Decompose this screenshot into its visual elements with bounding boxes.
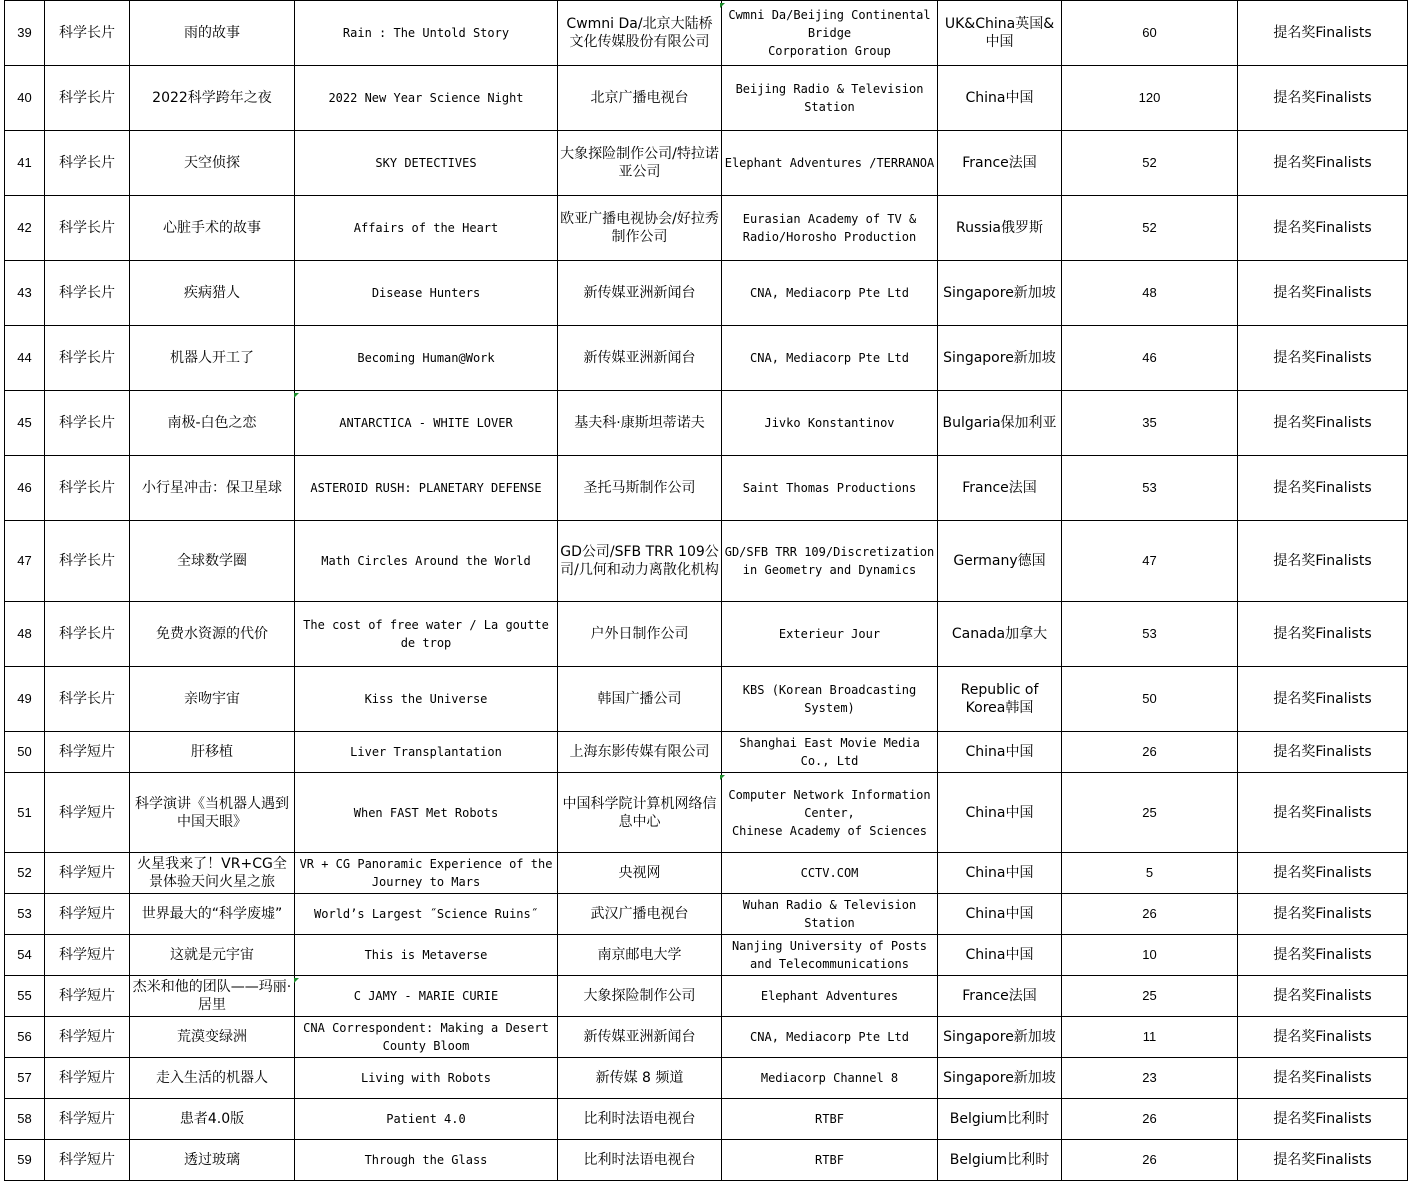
cell-duration[interactable]: 52	[1062, 196, 1238, 261]
cell-title-en[interactable]: SKY DETECTIVES	[295, 131, 558, 196]
cell-org-cn[interactable]: 新传媒 8 频道	[558, 1058, 722, 1099]
cell-country[interactable]: Germany德国	[938, 521, 1062, 602]
cell-title-en[interactable]: Liver Transplantation	[295, 732, 558, 773]
table-body	[5, 1, 1408, 1181]
cell-title-cn[interactable]: 荒漠变绿洲	[130, 1017, 295, 1058]
cell-award[interactable]: 提名奖Finalists	[1238, 261, 1408, 326]
table-row	[5, 66, 1408, 131]
cell-org-cn[interactable]: Cwmni Da/北京大陆桥文化传媒股份有限公司	[558, 1, 722, 66]
comment-indicator	[720, 3, 725, 8]
cell-org-en[interactable]: Elephant Adventures /TERRANOA	[722, 131, 938, 196]
cell-org-en[interactable]: GD/SFB TRR 109/Discretization in Geometry and Dynamics	[722, 521, 938, 602]
cell-title-en[interactable]: World’s Largest ˝Science Ruins˝	[295, 894, 558, 935]
cell-title-en[interactable]: Affairs of the Heart	[295, 196, 558, 261]
cell-category[interactable]: 科学长片	[45, 521, 130, 602]
cell-org-cn[interactable]: 南京邮电大学	[558, 935, 722, 976]
table-row	[5, 521, 1408, 602]
cell-award[interactable]: 提名奖Finalists	[1238, 935, 1408, 976]
cell-duration[interactable]: 26	[1062, 894, 1238, 935]
cell-duration[interactable]: 23	[1062, 1058, 1238, 1099]
cell-title-en[interactable]: Kiss the Universe	[295, 667, 558, 732]
cell-duration[interactable]: 53	[1062, 602, 1238, 667]
cell-award[interactable]: 提名奖Finalists	[1238, 976, 1408, 1017]
cell-number[interactable]: 56	[5, 1017, 45, 1058]
cell-org-en[interactable]: CCTV.COM	[722, 853, 938, 894]
cell-country[interactable]: Singapore新加坡	[938, 1017, 1062, 1058]
cell-title-en[interactable]: Disease Hunters	[295, 261, 558, 326]
cell-award[interactable]: 提名奖Finalists	[1238, 732, 1408, 773]
comment-indicator	[294, 978, 299, 983]
cell-award[interactable]: 提名奖Finalists	[1238, 196, 1408, 261]
cell-country[interactable]: Russia俄罗斯	[938, 196, 1062, 261]
cell-org-cn[interactable]: 户外日制作公司	[558, 602, 722, 667]
cell-title-en[interactable]: Math Circles Around the World	[295, 521, 558, 602]
cell-org-en[interactable]: CNA, Mediacorp Pte Ltd	[722, 1017, 938, 1058]
cell-country[interactable]: Singapore新加坡	[938, 261, 1062, 326]
cell-duration[interactable]: 50	[1062, 667, 1238, 732]
cell-number[interactable]: 42	[5, 196, 45, 261]
cell-category[interactable]: 科学长片	[45, 391, 130, 456]
cell-category[interactable]: 科学长片	[45, 261, 130, 326]
table-row	[5, 1017, 1408, 1058]
cell-duration[interactable]: 26	[1062, 1140, 1238, 1181]
cell-title-en[interactable]: Patient 4.0	[295, 1099, 558, 1140]
table-row	[5, 602, 1408, 667]
cell-award[interactable]: 提名奖Finalists	[1238, 1, 1408, 66]
cell-duration[interactable]: 26	[1062, 1099, 1238, 1140]
cell-org-cn[interactable]: 新传媒亚洲新闻台	[558, 326, 722, 391]
cell-title-en[interactable]: ASTEROID RUSH: PLANETARY DEFENSE	[295, 456, 558, 521]
cell-country[interactable]: Bulgaria保加利亚	[938, 391, 1062, 456]
cell-title-cn[interactable]: 透过玻璃	[130, 1140, 295, 1181]
cell-country[interactable]: China中国	[938, 66, 1062, 131]
cell-category[interactable]: 科学长片	[45, 456, 130, 521]
cell-title-en[interactable]: VR + CG Panoramic Experience of the Journey to Mars	[295, 853, 558, 894]
cell-title-cn[interactable]: 世界最大的“科学废墟”	[130, 894, 295, 935]
cell-number[interactable]: 57	[5, 1058, 45, 1099]
cell-title-en[interactable]: Becoming Human@Work	[295, 326, 558, 391]
cell-org-cn[interactable]: 武汉广播电视台	[558, 894, 722, 935]
cell-country[interactable]: China中国	[938, 894, 1062, 935]
comment-indicator	[720, 775, 725, 780]
cell-org-cn[interactable]: 基夫科·康斯坦蒂诺夫	[558, 391, 722, 456]
cell-number[interactable]: 58	[5, 1099, 45, 1140]
cell-org-en[interactable]: Nanjing University of Posts and Telecommunications	[722, 935, 938, 976]
cell-title-cn[interactable]: 南极-白色之恋	[130, 391, 295, 456]
cell-title-cn[interactable]: 2022科学跨年之夜	[130, 66, 295, 131]
cell-org-cn[interactable]: 圣托马斯制作公司	[558, 456, 722, 521]
table-row	[5, 1099, 1408, 1140]
cell-category[interactable]: 科学短片	[45, 894, 130, 935]
table-row	[5, 976, 1408, 1017]
cell-title-en[interactable]: Living with Robots	[295, 1058, 558, 1099]
cell-org-cn[interactable]: GD公司/SFB TRR 109公司/几何和动力离散化机构	[558, 521, 722, 602]
cell-category[interactable]: 科学短片	[45, 935, 130, 976]
cell-award[interactable]: 提名奖Finalists	[1238, 667, 1408, 732]
cell-country[interactable]: Singapore新加坡	[938, 326, 1062, 391]
cell-duration[interactable]: 120	[1062, 66, 1238, 131]
table-row	[5, 196, 1408, 261]
cell-country[interactable]: China中国	[938, 853, 1062, 894]
cell-org-en[interactable]: Computer Network Information Center, Chinese Academy of Sciences	[722, 773, 938, 853]
cell-duration[interactable]: 10	[1062, 935, 1238, 976]
cell-number[interactable]: 49	[5, 667, 45, 732]
cell-org-en[interactable]: Eurasian Academy of TV & Radio/Horosho Production	[722, 196, 938, 261]
cell-number[interactable]: 53	[5, 894, 45, 935]
cell-number[interactable]: 46	[5, 456, 45, 521]
cell-country[interactable]: Canada加拿大	[938, 602, 1062, 667]
cell-title-en[interactable]: ANTARCTICA - WHITE LOVER	[295, 391, 558, 456]
cell-title-cn[interactable]: 走入生活的机器人	[130, 1058, 295, 1099]
cell-duration[interactable]: 60	[1062, 1, 1238, 66]
cell-duration[interactable]: 47	[1062, 521, 1238, 602]
cell-award[interactable]: 提名奖Finalists	[1238, 131, 1408, 196]
cell-title-cn[interactable]: 疾病猎人	[130, 261, 295, 326]
cell-number[interactable]: 54	[5, 935, 45, 976]
cell-number[interactable]: 39	[5, 1, 45, 66]
cell-award[interactable]: 提名奖Finalists	[1238, 602, 1408, 667]
cell-org-en[interactable]: Mediacorp Channel 8	[722, 1058, 938, 1099]
cell-number[interactable]: 55	[5, 976, 45, 1017]
cell-title-en[interactable]: The cost of free water / La goutte de trop	[295, 602, 558, 667]
cell-duration[interactable]: 48	[1062, 261, 1238, 326]
cell-org-en[interactable]: KBS (Korean Broadcasting System)	[722, 667, 938, 732]
table-row	[5, 894, 1408, 935]
cell-number[interactable]: 43	[5, 261, 45, 326]
cell-country[interactable]: Singapore新加坡	[938, 1058, 1062, 1099]
cell-title-cn[interactable]: 杰米和他的团队——玛丽·居里	[130, 976, 295, 1017]
cell-award[interactable]: 提名奖Finalists	[1238, 456, 1408, 521]
cell-category[interactable]: 科学短片	[45, 853, 130, 894]
table-row	[5, 261, 1408, 326]
cell-category[interactable]: 科学长片	[45, 667, 130, 732]
cell-org-en[interactable]: Wuhan Radio & Television Station	[722, 894, 938, 935]
cell-number[interactable]: 40	[5, 66, 45, 131]
cell-country[interactable]: Republic of Korea韩国	[938, 667, 1062, 732]
cell-country[interactable]: France法国	[938, 976, 1062, 1017]
cell-country[interactable]: France法国	[938, 456, 1062, 521]
cell-org-en[interactable]: Jivko Konstantinov	[722, 391, 938, 456]
cell-title-cn[interactable]: 雨的故事	[130, 1, 295, 66]
cell-category[interactable]: 科学短片	[45, 1017, 130, 1058]
cell-title-cn[interactable]: 火星我来了！VR+CG全景体验天问火星之旅	[130, 853, 295, 894]
cell-category[interactable]: 科学短片	[45, 1140, 130, 1181]
cell-award[interactable]: 提名奖Finalists	[1238, 521, 1408, 602]
cell-duration[interactable]: 26	[1062, 732, 1238, 773]
cell-title-cn[interactable]: 科学演讲《当机器人遇到中国天眼》	[130, 773, 295, 853]
cell-category[interactable]: 科学短片	[45, 976, 130, 1017]
cell-category[interactable]: 科学长片	[45, 196, 130, 261]
cell-org-cn[interactable]: 比利时法语电视台	[558, 1140, 722, 1181]
cell-country[interactable]: China中国	[938, 773, 1062, 853]
cell-org-cn[interactable]: 上海东影传媒有限公司	[558, 732, 722, 773]
cell-org-cn[interactable]: 央视网	[558, 853, 722, 894]
cell-org-cn[interactable]: 新传媒亚洲新闻台	[558, 1017, 722, 1058]
table-row	[5, 667, 1408, 732]
cell-org-cn[interactable]: 北京广播电视台	[558, 66, 722, 131]
cell-org-en[interactable]: RTBF	[722, 1140, 938, 1181]
cell-duration[interactable]: 5	[1062, 853, 1238, 894]
cell-title-cn[interactable]: 机器人开工了	[130, 326, 295, 391]
cell-title-cn[interactable]: 全球数学圈	[130, 521, 295, 602]
cell-org-en[interactable]: CNA, Mediacorp Pte Ltd	[722, 261, 938, 326]
cell-category[interactable]: 科学长片	[45, 602, 130, 667]
cell-country[interactable]: France法国	[938, 131, 1062, 196]
cell-award[interactable]: 提名奖Finalists	[1238, 1017, 1408, 1058]
comment-indicator	[294, 393, 299, 398]
cell-title-en[interactable]: Rain : The Untold Story	[295, 1, 558, 66]
cell-org-cn[interactable]: 中国科学院计算机网络信息中心	[558, 773, 722, 853]
cell-title-cn[interactable]: 小行星冲击：保卫星球	[130, 456, 295, 521]
cell-category[interactable]: 科学短片	[45, 1099, 130, 1140]
cell-org-en[interactable]: CNA, Mediacorp Pte Ltd	[722, 326, 938, 391]
table-row	[5, 1, 1408, 66]
cell-country[interactable]: China中国	[938, 935, 1062, 976]
cell-org-en[interactable]: Shanghai East Movie Media Co., Ltd	[722, 732, 938, 773]
table-row	[5, 326, 1408, 391]
cell-duration[interactable]: 11	[1062, 1017, 1238, 1058]
cell-duration[interactable]: 25	[1062, 773, 1238, 853]
cell-category[interactable]: 科学长片	[45, 1, 130, 66]
cell-org-en[interactable]: Saint Thomas Productions	[722, 456, 938, 521]
cell-country[interactable]: UK&China英国&中国	[938, 1, 1062, 66]
cell-org-cn[interactable]: 韩国广播公司	[558, 667, 722, 732]
cell-title-en[interactable]: 2022 New Year Science Night	[295, 66, 558, 131]
table-row	[5, 391, 1408, 456]
cell-title-cn[interactable]: 免费水资源的代价	[130, 602, 295, 667]
table-row	[5, 773, 1408, 853]
cell-duration[interactable]: 52	[1062, 131, 1238, 196]
cell-country[interactable]: China中国	[938, 732, 1062, 773]
cell-number[interactable]: 51	[5, 773, 45, 853]
cell-award[interactable]: 提名奖Finalists	[1238, 773, 1408, 853]
cell-category[interactable]: 科学短片	[45, 732, 130, 773]
cell-category[interactable]: 科学长片	[45, 66, 130, 131]
cell-title-en[interactable]: CNA Correspondent: Making a Desert County Bloom	[295, 1017, 558, 1058]
cell-title-cn[interactable]: 亲吻宇宙	[130, 667, 295, 732]
cell-title-cn[interactable]: 心脏手术的故事	[130, 196, 295, 261]
cell-category[interactable]: 科学短片	[45, 773, 130, 853]
cell-number[interactable]: 52	[5, 853, 45, 894]
cell-award[interactable]: 提名奖Finalists	[1238, 853, 1408, 894]
cell-number[interactable]: 59	[5, 1140, 45, 1181]
table-row	[5, 732, 1408, 773]
cell-title-en[interactable]: This is Metaverse	[295, 935, 558, 976]
table-row	[5, 935, 1408, 976]
table-row	[5, 1058, 1408, 1099]
cell-duration[interactable]: 53	[1062, 456, 1238, 521]
cell-duration[interactable]: 46	[1062, 326, 1238, 391]
cell-org-cn[interactable]: 大象探险制作公司/特拉诺亚公司	[558, 131, 722, 196]
cell-title-cn[interactable]: 这就是元宇宙	[130, 935, 295, 976]
cell-number[interactable]: 44	[5, 326, 45, 391]
cell-org-en[interactable]: RTBF	[722, 1099, 938, 1140]
cell-org-cn[interactable]: 大象探险制作公司	[558, 976, 722, 1017]
cell-org-en[interactable]: Beijing Radio & Television Station	[722, 66, 938, 131]
cell-org-cn[interactable]: 欧亚广播电视协会/好拉秀制作公司	[558, 196, 722, 261]
table-row	[5, 853, 1408, 894]
cell-award[interactable]: 提名奖Finalists	[1238, 66, 1408, 131]
cell-number[interactable]: 47	[5, 521, 45, 602]
cell-number[interactable]: 45	[5, 391, 45, 456]
table-row	[5, 131, 1408, 196]
cell-category[interactable]: 科学长片	[45, 131, 130, 196]
spreadsheet-table	[4, 0, 1408, 1181]
cell-duration[interactable]: 25	[1062, 976, 1238, 1017]
cell-award[interactable]: 提名奖Finalists	[1238, 894, 1408, 935]
table-row	[5, 1140, 1408, 1181]
cell-title-cn[interactable]: 患者4.0版	[130, 1099, 295, 1140]
cell-number[interactable]: 41	[5, 131, 45, 196]
cell-award[interactable]: 提名奖Finalists	[1238, 1099, 1408, 1140]
cell-org-en[interactable]: Cwmni Da/Beijing Continental Bridge Corporation Group	[722, 1, 938, 66]
cell-number[interactable]: 48	[5, 602, 45, 667]
cell-country[interactable]: Belgium比利时	[938, 1140, 1062, 1181]
cell-award[interactable]: 提名奖Finalists	[1238, 1058, 1408, 1099]
cell-award[interactable]: 提名奖Finalists	[1238, 391, 1408, 456]
cell-number[interactable]: 50	[5, 732, 45, 773]
cell-category[interactable]: 科学短片	[45, 1058, 130, 1099]
cell-duration[interactable]: 35	[1062, 391, 1238, 456]
cell-title-en[interactable]: Through the Glass	[295, 1140, 558, 1181]
table-row	[5, 456, 1408, 521]
cell-category[interactable]: 科学长片	[45, 326, 130, 391]
cell-award[interactable]: 提名奖Finalists	[1238, 326, 1408, 391]
cell-title-cn[interactable]: 肝移植	[130, 732, 295, 773]
cell-title-en[interactable]: When FAST Met Robots	[295, 773, 558, 853]
cell-org-en[interactable]: Exterieur Jour	[722, 602, 938, 667]
cell-title-cn[interactable]: 天空侦探	[130, 131, 295, 196]
cell-org-cn[interactable]: 比利时法语电视台	[558, 1099, 722, 1140]
cell-award[interactable]: 提名奖Finalists	[1238, 1140, 1408, 1181]
cell-country[interactable]: Belgium比利时	[938, 1099, 1062, 1140]
cell-org-en[interactable]: Elephant Adventures	[722, 976, 938, 1017]
cell-org-cn[interactable]: 新传媒亚洲新闻台	[558, 261, 722, 326]
cell-title-en[interactable]: C JAMY - MARIE CURIE	[295, 976, 558, 1017]
